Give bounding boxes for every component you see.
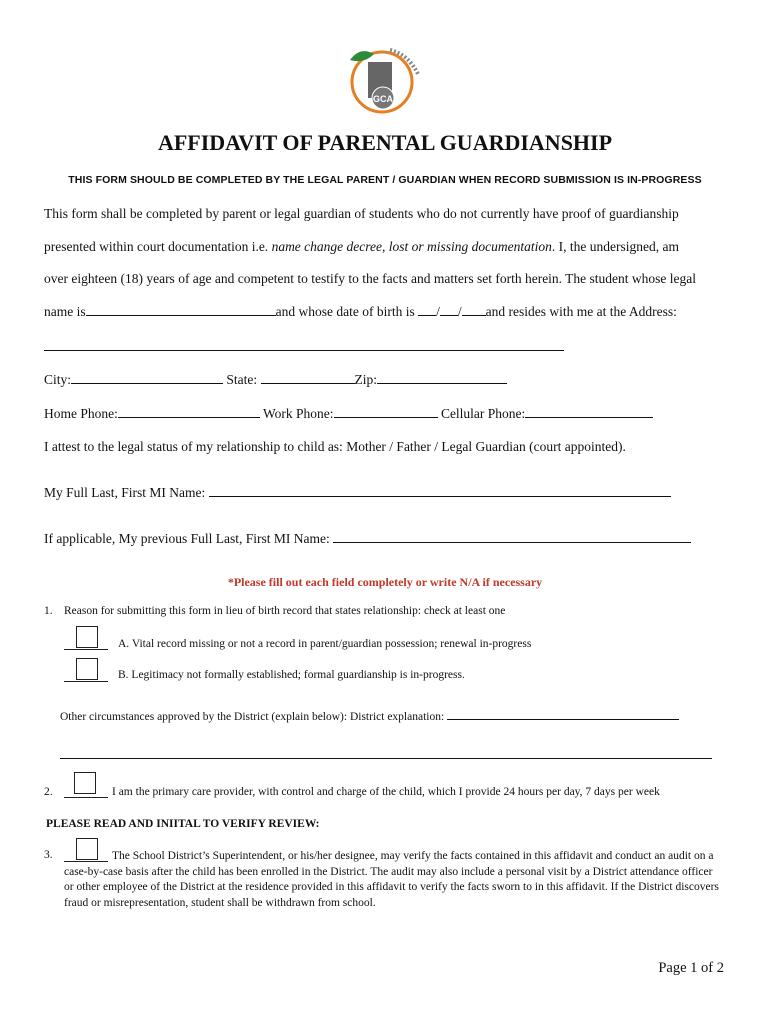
option-b-initial-line[interactable] bbox=[64, 681, 108, 682]
q2-checkbox[interactable] bbox=[74, 772, 96, 794]
option-b-checkbox[interactable] bbox=[76, 658, 98, 680]
dob-day-field[interactable] bbox=[440, 303, 458, 316]
intro-line-3: over eighteen (18) years of age and competent to testify to the facts and matters set forth herein. The student whose legal bbox=[44, 271, 697, 286]
review-heading: PLEASE READ AND INIITAL TO VERIFY REVIEW: bbox=[46, 818, 320, 830]
cell-phone-field[interactable] bbox=[525, 405, 653, 418]
dob-month-field[interactable] bbox=[418, 303, 436, 316]
full-name-field[interactable] bbox=[209, 484, 671, 497]
student-name-field[interactable] bbox=[86, 303, 276, 316]
other-circumstances-row: Other circumstances approved by the District (explain below): District explanation: bbox=[60, 707, 679, 723]
q1-number: 1. bbox=[44, 605, 53, 617]
school-logo bbox=[338, 40, 428, 118]
intro-line-4: name is and whose date of birth is / / and resides with me at the Address: bbox=[44, 304, 677, 319]
option-a-initial-line[interactable] bbox=[64, 649, 108, 650]
option-a-text: A. Vital record missing or not a record in parent/guardian possession; renewal in-progress bbox=[118, 638, 532, 650]
full-name-row: My Full Last, First MI Name: bbox=[44, 484, 671, 501]
work-phone-field[interactable] bbox=[334, 405, 438, 418]
attest-text: I attest to the legal status of my relationship to child as: Mother / Father / Legal Guardian (court appointed). bbox=[44, 439, 626, 454]
state-field[interactable] bbox=[261, 371, 355, 384]
page-subtitle: THIS FORM SHOULD BE COMPLETED BY THE LEGAL PARENT / GUARDIAN WHEN RECORD SUBMISSION IS IN-PROGRESS bbox=[68, 174, 702, 186]
option-b-text: B. Legitimacy not formally established; formal guardianship is in-progress. bbox=[118, 669, 465, 681]
zip-field[interactable] bbox=[377, 371, 507, 384]
page-number: Page 1 of 2 bbox=[658, 960, 724, 976]
q3-text: The School District’s Superintendent, or his/her designee, may verify the facts contained in this affidavit and conduct an audit on a case-by-case basis after the child has been enrolled in the District. The audit may also include a personal visit by a District attendance officer or other employee of the District at the residence provided in this affidavit to verify the facts sworn to in this affidavit. If the District discovers fraud or misrepresentation, student shall be withdrawn from school. bbox=[64, 850, 719, 909]
city-state-zip-row: City: State: Zip: bbox=[44, 371, 507, 388]
city-field[interactable] bbox=[71, 371, 223, 384]
fill-notice: *Please fill out each field completely or write N/A if necessary bbox=[227, 575, 543, 589]
address-field[interactable] bbox=[44, 350, 564, 351]
page-title: AFFIDAVIT OF PARENTAL GUARDIANSHIP bbox=[157, 130, 613, 155]
q1-text: Reason for submitting this form in lieu of birth record that states relationship: check at least one bbox=[64, 605, 506, 617]
dob-year-field[interactable] bbox=[462, 303, 486, 316]
q3-number: 3. bbox=[44, 849, 53, 861]
phone-row: Home Phone: Work Phone: Cellular Phone: bbox=[44, 405, 653, 422]
district-explanation-line-2[interactable] bbox=[60, 758, 712, 759]
option-a-checkbox[interactable] bbox=[76, 626, 98, 648]
intro-line-1: This form shall be completed by parent or legal guardian of students who do not currently have proof of guardianship bbox=[44, 206, 679, 221]
q2-text: I am the primary care provider, with control and charge of the child, which I provide 24 hours per day, 7 days per week bbox=[112, 786, 660, 798]
district-explanation-field[interactable] bbox=[447, 707, 679, 720]
intro-line-2: presented within court documentation i.e. name change decree, lost or missing documentation. I, the undersigned, am bbox=[44, 239, 679, 254]
q2-number: 2. bbox=[44, 786, 53, 798]
prev-name-row: If applicable, My previous Full Last, First MI Name: bbox=[44, 530, 691, 547]
svg-text:GCA: GCA bbox=[373, 94, 393, 104]
q2-initial-line[interactable] bbox=[64, 797, 108, 798]
prev-name-field[interactable] bbox=[333, 530, 691, 543]
home-phone-field[interactable] bbox=[118, 405, 260, 418]
